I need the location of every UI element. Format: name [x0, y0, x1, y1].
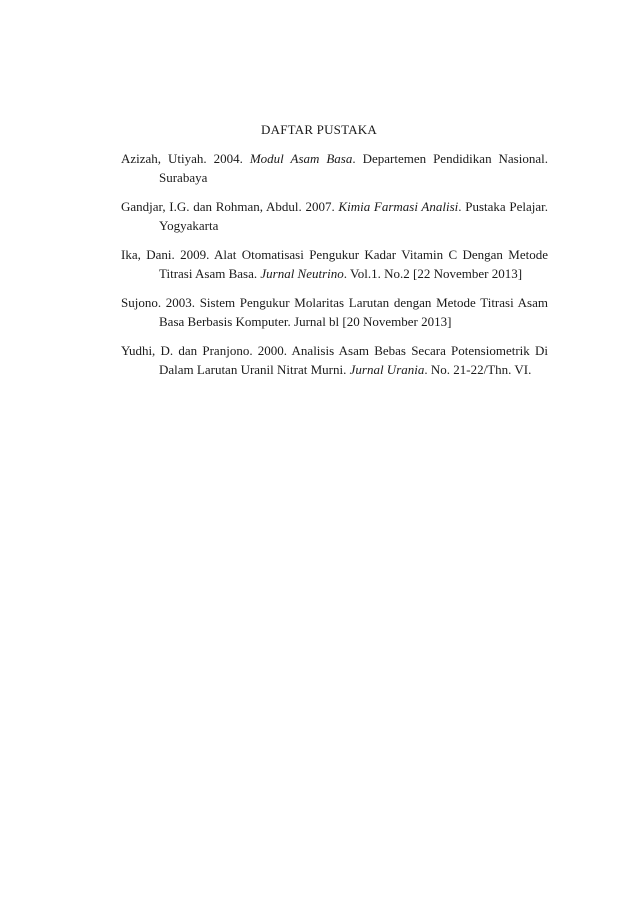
reference-text: Yudhi, D. dan Pranjono. 2000. Analisis Asam Bebas Secara Potensiometrik Di Dalam Larutan Uranil Nitrat Murni. [121, 343, 548, 377]
reference-title: Jurnal Neutrino [260, 266, 344, 281]
reference-entry [121, 293, 548, 331]
reference-text: . Vol.1. No.2 [22 November 2013] [343, 266, 523, 281]
reference-title: Jurnal Urania [349, 362, 425, 377]
reference-text: Sujono. 2003. Sistem Pengukur Molaritas Larutan dengan Metode Titrasi Asam Basa Berbasis Komputer. Jurnal bl [20 November 2013] [121, 295, 548, 329]
reference-text: Ika, Dani. 2009. Alat Otomatisasi Pengukur Kadar Vitamin C Dengan Metode Titrasi Asam Basa. [121, 247, 548, 281]
reference-entry [121, 245, 548, 283]
reference-text: . Pustaka Pelajar. Yogyakarta [159, 199, 548, 233]
reference-text: Azizah, Utiyah. 2004. [121, 151, 250, 166]
reference-title: Modul Asam Basa [249, 151, 353, 166]
reference-entry [121, 149, 548, 187]
reference-text: . No. 21-22/Thn. VI. [424, 362, 532, 377]
page-title: DAFTAR PUSTAKA [261, 122, 377, 137]
reference-entry [121, 197, 548, 235]
reference-entry [121, 341, 548, 379]
reference-title: Kimia Farmasi Analisi [338, 199, 459, 214]
reference-list [121, 149, 548, 389]
reference-text: . Departemen Pendidikan Nasional. Surabaya [159, 151, 548, 185]
reference-text: Gandjar, I.G. dan Rohman, Abdul. 2007. [121, 199, 339, 214]
